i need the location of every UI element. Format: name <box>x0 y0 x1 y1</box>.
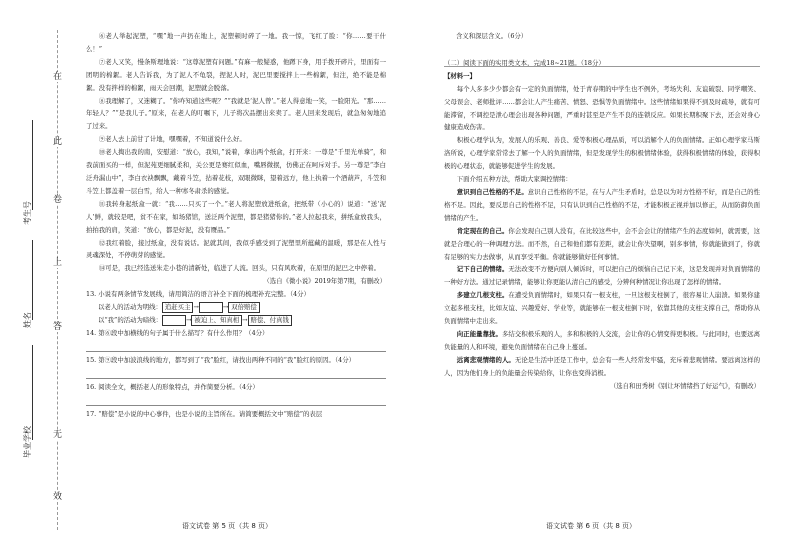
method-heading: 意识到自己性格的不足。 <box>456 187 528 196</box>
answer-space[interactable] <box>444 43 760 57</box>
story-paragraph: ⑧我理解了，又迷糊了。“你咋知道这些呢？”“我就是‘泥人曾’。”老人得意地一笑，一脸阳光。“那……年轻人？”“是我儿子。”原来，在老人的叮嘱下，儿子将次品摆出来卖了。老人回来发现后，就急匆匆地追了过来。 <box>86 96 386 131</box>
page-footer-left: 语文试卷 第 5 页（共 8 页） <box>182 522 273 530</box>
seal-char: 上 <box>52 258 62 268</box>
examinee-number-label: 考生号 <box>23 201 32 225</box>
school-label: 毕业学校 <box>23 426 32 458</box>
q13b-label: 以“我”的活动为暗线： <box>98 315 163 324</box>
method-item <box>444 225 760 264</box>
seal-char: 无 <box>52 430 62 440</box>
answer-line[interactable] <box>86 396 386 406</box>
story-paragraph: ⑥老人举起泥塑，“嘿”地一声扔在地上，泥塑顿时碎了一地。我一惊，飞红了脸：“你……要干什么！” <box>86 32 386 53</box>
method-heading: 记下自己的情绪。 <box>456 265 509 274</box>
q13a-label: 以老人的活动为明线： <box>98 303 162 312</box>
flow-box: 追赶买主 <box>162 302 194 313</box>
method-item <box>444 328 760 354</box>
flow-box-blank[interactable] <box>199 302 223 313</box>
article-paragraph: 下面介绍五种方法，帮助大家调控情绪： <box>456 175 572 184</box>
story-source: （选自《微小说》2019年第7期，有删改） <box>263 277 386 286</box>
seal-char: 在 <box>52 72 62 82</box>
arrow-right-icon: → <box>186 315 192 324</box>
examinee-number-line <box>32 120 33 210</box>
method-item <box>444 289 760 328</box>
story-paragraph: ⑭可是，我已经选送朱走小巷的清新处，临进了人流。回头，只有风吹着，在原里的泥巴之中停着。 <box>98 264 380 273</box>
article-paragraph: 积极心理学认为，发展人的乐观、善良、爱等积极心理品质，可以消解个人的负面情绪。正如心理学家马斯洛所说，心理学家常常去了解一个人的负面情绪，但是发现学生的积极情绪体验，获得积极情绪的体验，获得积极的心理状态，就能够促进学生的发展。 <box>444 136 760 171</box>
question-16: 16. 阅读全文，概括老人的形象特点，并作简要分析。（4分） <box>86 382 259 391</box>
method-item <box>444 263 760 289</box>
story-paragraph: ⑫我红着脸，接过纸盒，没有说话。泥就其间，我似乎感受到了泥塑里所蕴藏的温暖，那是在人性与灵魂深处，不停萌芽的感觉。 <box>86 238 386 260</box>
method-body: 多结交积极乐观的人，多和积极的人交流，会让你的心情变得更积极。与此同时，也要远离负能量的人和环境，避免负面情绪在自己身上蔓延。 <box>444 329 761 351</box>
question-15: 15. 第⑨段中加波浪线的地方，都写到了“我”脸红，请找出两种不同的“我”脸红的原因。（4分） <box>86 355 355 364</box>
question-17: 17. “赔偿”是小说的中心事件，也是小说的主旨所在。请简要概括文中“赔偿”的表层 <box>86 409 323 418</box>
method-heading: 远离悲观情绪的人。 <box>456 355 515 364</box>
method-item <box>444 186 760 225</box>
article-paragraph: 每个人多多少少都会有一定的负面情绪，处于青春期的中学生也不例外，考场失利、友谊破裂、同学嘲笑、父母误会、老师批评……都会让人产生痛苦、愤怒、恐惧等负面情绪中。这些情绪如果得不到及时疏导，就有可能滞留，不调控是泄心理会出现各种问题，严重时甚至是产生不良的连锁反应。如果长期积聚下去，还会对身心健康造成伤害。 <box>444 84 760 132</box>
story-paragraph: ⑨老人去上前甘了计地，嘿嘿着，不知道说什么好。 <box>98 135 246 144</box>
seal-line <box>57 30 58 530</box>
article-source: （选自和田秀树《别让坏情绪挡了好运气》，有删改） <box>609 381 760 390</box>
seal-char: 卷 <box>52 195 62 205</box>
arrow-right-icon: → <box>222 303 229 312</box>
answer-line[interactable] <box>86 342 386 352</box>
method-body: 无法改变不方便向别人倾诉时，可以把自己的烦恼自己记下来，这是发现并对负面情绪的一种好方法。通过记录情绪，能够让你更能认清自己的感受，分辨何种情况让你出现了怎样的情绪。 <box>444 265 761 287</box>
method-body: 意识自己性格的不足，在与人产生矛盾时，总是以为对方性格不好，而是自己的性格不足。因此，要反思自己的性格不足，只有认识到自己性格的不足，才能积极正视并加以修正，从而防御负面情绪的产生。 <box>444 187 761 222</box>
arrow-right-icon: → <box>193 303 199 312</box>
story-paragraph: ⑦老人又笑，慢条斯理地说：“这尊泥塑有问题。”有麻一般疑惑，他蹲下身，用手拨开碎片，里面有一团明的棉絮。老人告诉我，为了泥人不龟裂，捏泥人时，泥巴里要搅拌上一些棉絮，但注，绝不能是棉絮。没有拌样的棉絮，雨天会回潮，泥塑就会脱落。 <box>86 57 386 92</box>
seal-char: 效 <box>52 492 62 502</box>
q13-bright-line <box>86 301 386 314</box>
name-label: 姓名 <box>23 312 32 328</box>
right-page <box>444 30 760 392</box>
material-label: 【材料一】 <box>444 71 476 80</box>
method-heading: 多建立几根支柱。 <box>456 291 509 300</box>
left-page <box>86 30 386 420</box>
flow-box: 被迫上、知真相 <box>191 315 242 326</box>
section-heading: （二）阅读下面的实用类文本，完成18~21题。（18分） <box>444 58 605 67</box>
flow-box-blank[interactable] <box>162 315 186 326</box>
method-body: 在遭受负面情绪时，如果只有一根支柱，一旦这根支柱倒了，很容易让人崩溃。如果你建立起多根支柱，比如友谊、兴趣爱好、学业等，就能够在一根支柱倒下时，依靠其他的支柱支撑自己，帮助你从负面情绪中走出来。 <box>444 291 761 326</box>
story-paragraph: ⑩老人掏出我的南，安慰道：“放心，我知，”说着，拿出两个纸盒，打开来：一尊是“千里光单骑”，和我前面买的一样，但泥苑更细腻柔和，关公更是赛红似血，嘴唇微抿，仿佛正在呵斥对手。另一尊是“李白泛舟漏山中”，李白衣袂飘飘，戴着斗笠，拈着花枝，双眼微眯，望着远方，他上执着一个酒葫芦，斗笠和斗笠上都盖着一层白雪，给人一种寒冬肃杀的感觉。 <box>86 148 386 195</box>
divider <box>444 66 760 67</box>
question-14: 14. 第⑥段中加横线的句子属于什么描写？有什么作用？（4分） <box>86 328 269 337</box>
seal-char: 此 <box>52 137 62 147</box>
arrow-right-icon: → <box>242 315 248 324</box>
question-13: 13. 小说有两条情节发展线，请用简洁的语言补全下面的梳理补充完整。（4分） <box>86 290 310 299</box>
method-heading: 肯定现在的自己。 <box>456 226 509 235</box>
answer-line[interactable] <box>86 369 386 379</box>
q17-continuation: 含义和深层含义。（6分） <box>456 32 528 40</box>
method-heading: 向正能量靠拢。 <box>456 329 502 338</box>
story-paragraph: ⑪我转身起纸盒一就：“我……只买了一个。”老人将泥塑放进纸盒，把纸带（小心的）说道：“送‘泥人’鲜，就较是吧，贫不在家，如场猪馆，送泛两个泥塑，都是猪猪你的。”老人拉起我来，拼纸盒放我头，拍拍我的肩，笑道：“放心，都是好泥，没有赝品。” <box>86 199 386 234</box>
method-item <box>444 354 760 380</box>
binding-margin <box>0 0 70 560</box>
name-line <box>32 240 33 320</box>
flow-box: 赔偿、付真钱 <box>248 315 292 326</box>
q13-dark-line <box>86 314 386 327</box>
flow-box: 双倍赔偿 <box>228 302 260 313</box>
page-footer-right: 语文试卷 第 6 页（共 8 页） <box>546 522 637 530</box>
method-body: 无论是生活中还是工作中，总会有一些人经常发牢骚，充斥着悲观情绪。要远离这样的人，因为他们身上的负能量会传染给你，让你也变得消极。 <box>444 355 761 377</box>
school-line <box>32 345 33 440</box>
seal-char: 答 <box>52 322 62 332</box>
method-body: 你会发现自己别人没有，在比较这些中，会不会会让的情绪产生的态度如何，就需要，这就是合理心的一种调理方法。而不然，自己和他们都有差距，就会让你失望啊，别多事情，你就能做到了，你就有足够的实力去做事，从而享受平衡。你就能够做好任何事情。 <box>444 226 761 261</box>
